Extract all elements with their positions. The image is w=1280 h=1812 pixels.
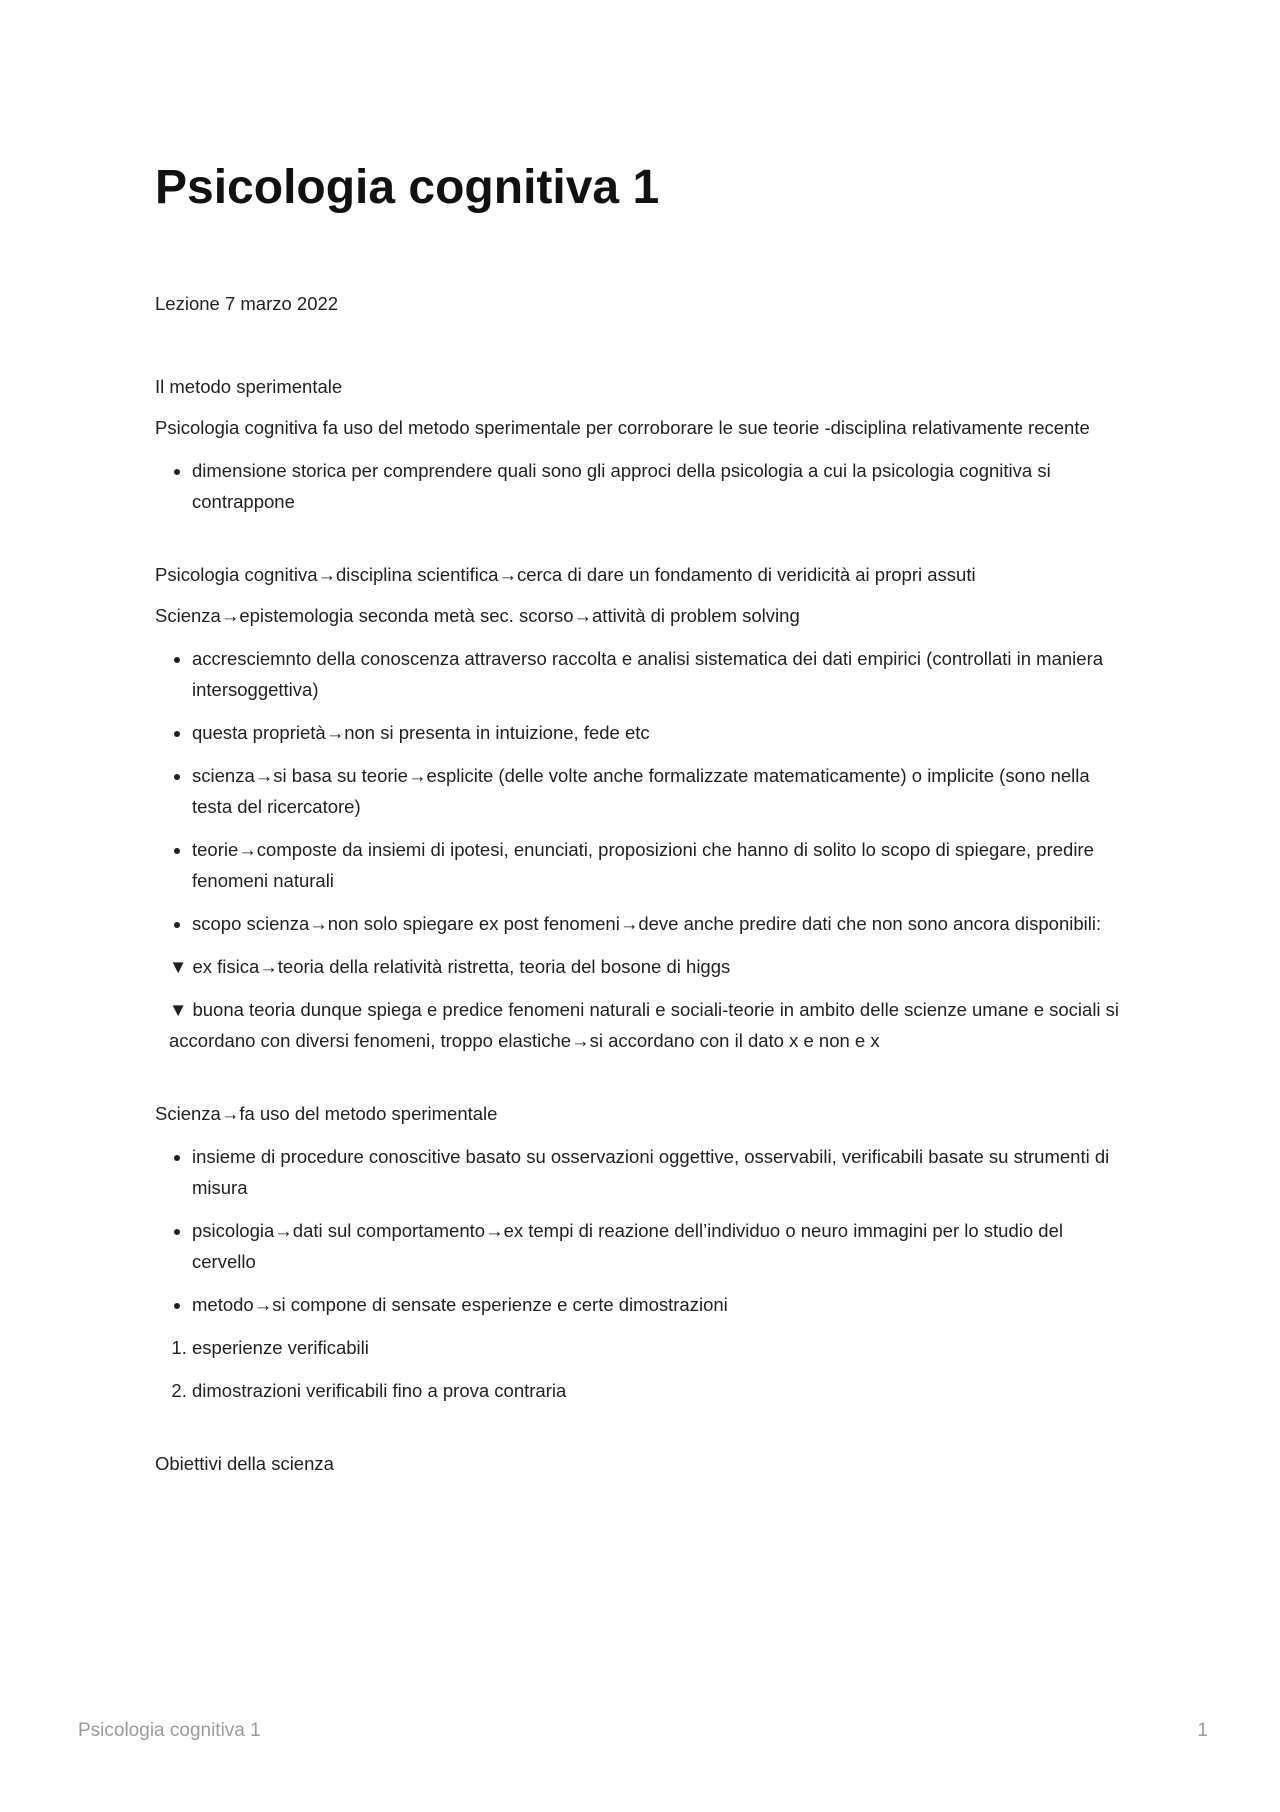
list-item: • insieme di procedure conoscitive basato su osservazioni oggettive, osservabili, verificabili basate su strumenti di misura (192, 1141, 1130, 1203)
document-page (155, 158, 1130, 1479)
list-item: • scopo scienza→non solo spiegare ex post fenomeni→deve anche predire dati che non sono ancora disponibili: (192, 908, 1130, 939)
list-item: • dimensione storica per comprendere quali sono gli approci della psicologia a cui la psicologia cognitiva si contrappone (192, 455, 1130, 517)
list-item: • psicologia→dati sul comportamento→ex tempi di reazione dell’individuo o neuro immagini per lo studio del cervello (192, 1215, 1130, 1277)
bullet-list-1 (155, 455, 1130, 517)
list-item: • scienza→si basa su teorie→esplicite (delle volte anche formalizzate matematicamente) o implicite (sono nella testa del ricercatore) (192, 760, 1130, 822)
page-number: 1 (1197, 1720, 1208, 1741)
bullet-list-3 (155, 1141, 1130, 1320)
toggle-block[interactable]: ▼ buona teoria dunque spiega e predice fenomeni naturali e sociali-teorie in ambito delle scienze umane e sociali si accordano con diversi fenomeni, troppo elastiche→si accordano con il dato x e non e x (169, 999, 1120, 1051)
footer-title: Psicologia cognitiva 1 (78, 1720, 261, 1741)
page-title: Psicologia cognitiva 1 (155, 161, 660, 214)
section-heading-obiettivi: Obiettivi della scienza (155, 1453, 334, 1474)
page-footer (78, 1720, 1208, 1742)
numbered-item: 2. dimostrazioni verificabili fino a prova contraria (192, 1375, 1130, 1406)
toggle-block[interactable]: ▼ ex fisica→teoria della relatività ristretta, teoria del bosone di higgs (169, 956, 731, 977)
paragraph-line: Scienza→epistemologia seconda metà sec. scorso→attività di problem solving (155, 605, 800, 626)
numbered-list (155, 1332, 1130, 1406)
bullet-list-2 (155, 643, 1130, 939)
list-item: • teorie→composte da insiemi di ipotesi, enunciati, proposizioni che hanno di solito lo scopo di spiegare, predire fenomeni naturali (192, 834, 1130, 896)
list-item: • accresciemnto della conoscenza attraverso raccolta e analisi sistematica dei dati empirici (controllati in maniera intersoggettiva) (192, 643, 1130, 705)
list-item: • metodo→si compone di sensate esperienze e certe dimostrazioni (192, 1289, 1130, 1320)
section-paragraph: Psicologia cognitiva fa uso del metodo sperimentale per corroborare le sue teorie -disciplina relativamente recente (155, 417, 1090, 438)
section-heading-metodo: Il metodo sperimentale (155, 376, 343, 397)
paragraph-line: Scienza→fa uso del metodo sperimentale (155, 1103, 498, 1124)
numbered-item: 1. esperienze verificabili (192, 1332, 1130, 1363)
list-item: • questa proprietà→non si presenta in intuizione, fede etc (192, 717, 1130, 748)
paragraph-line: Psicologia cognitiva→disciplina scientifica→cerca di dare un fondamento di veridicità ai propri assuti (155, 564, 976, 585)
lesson-date: Lezione 7 marzo 2022 (155, 293, 339, 314)
